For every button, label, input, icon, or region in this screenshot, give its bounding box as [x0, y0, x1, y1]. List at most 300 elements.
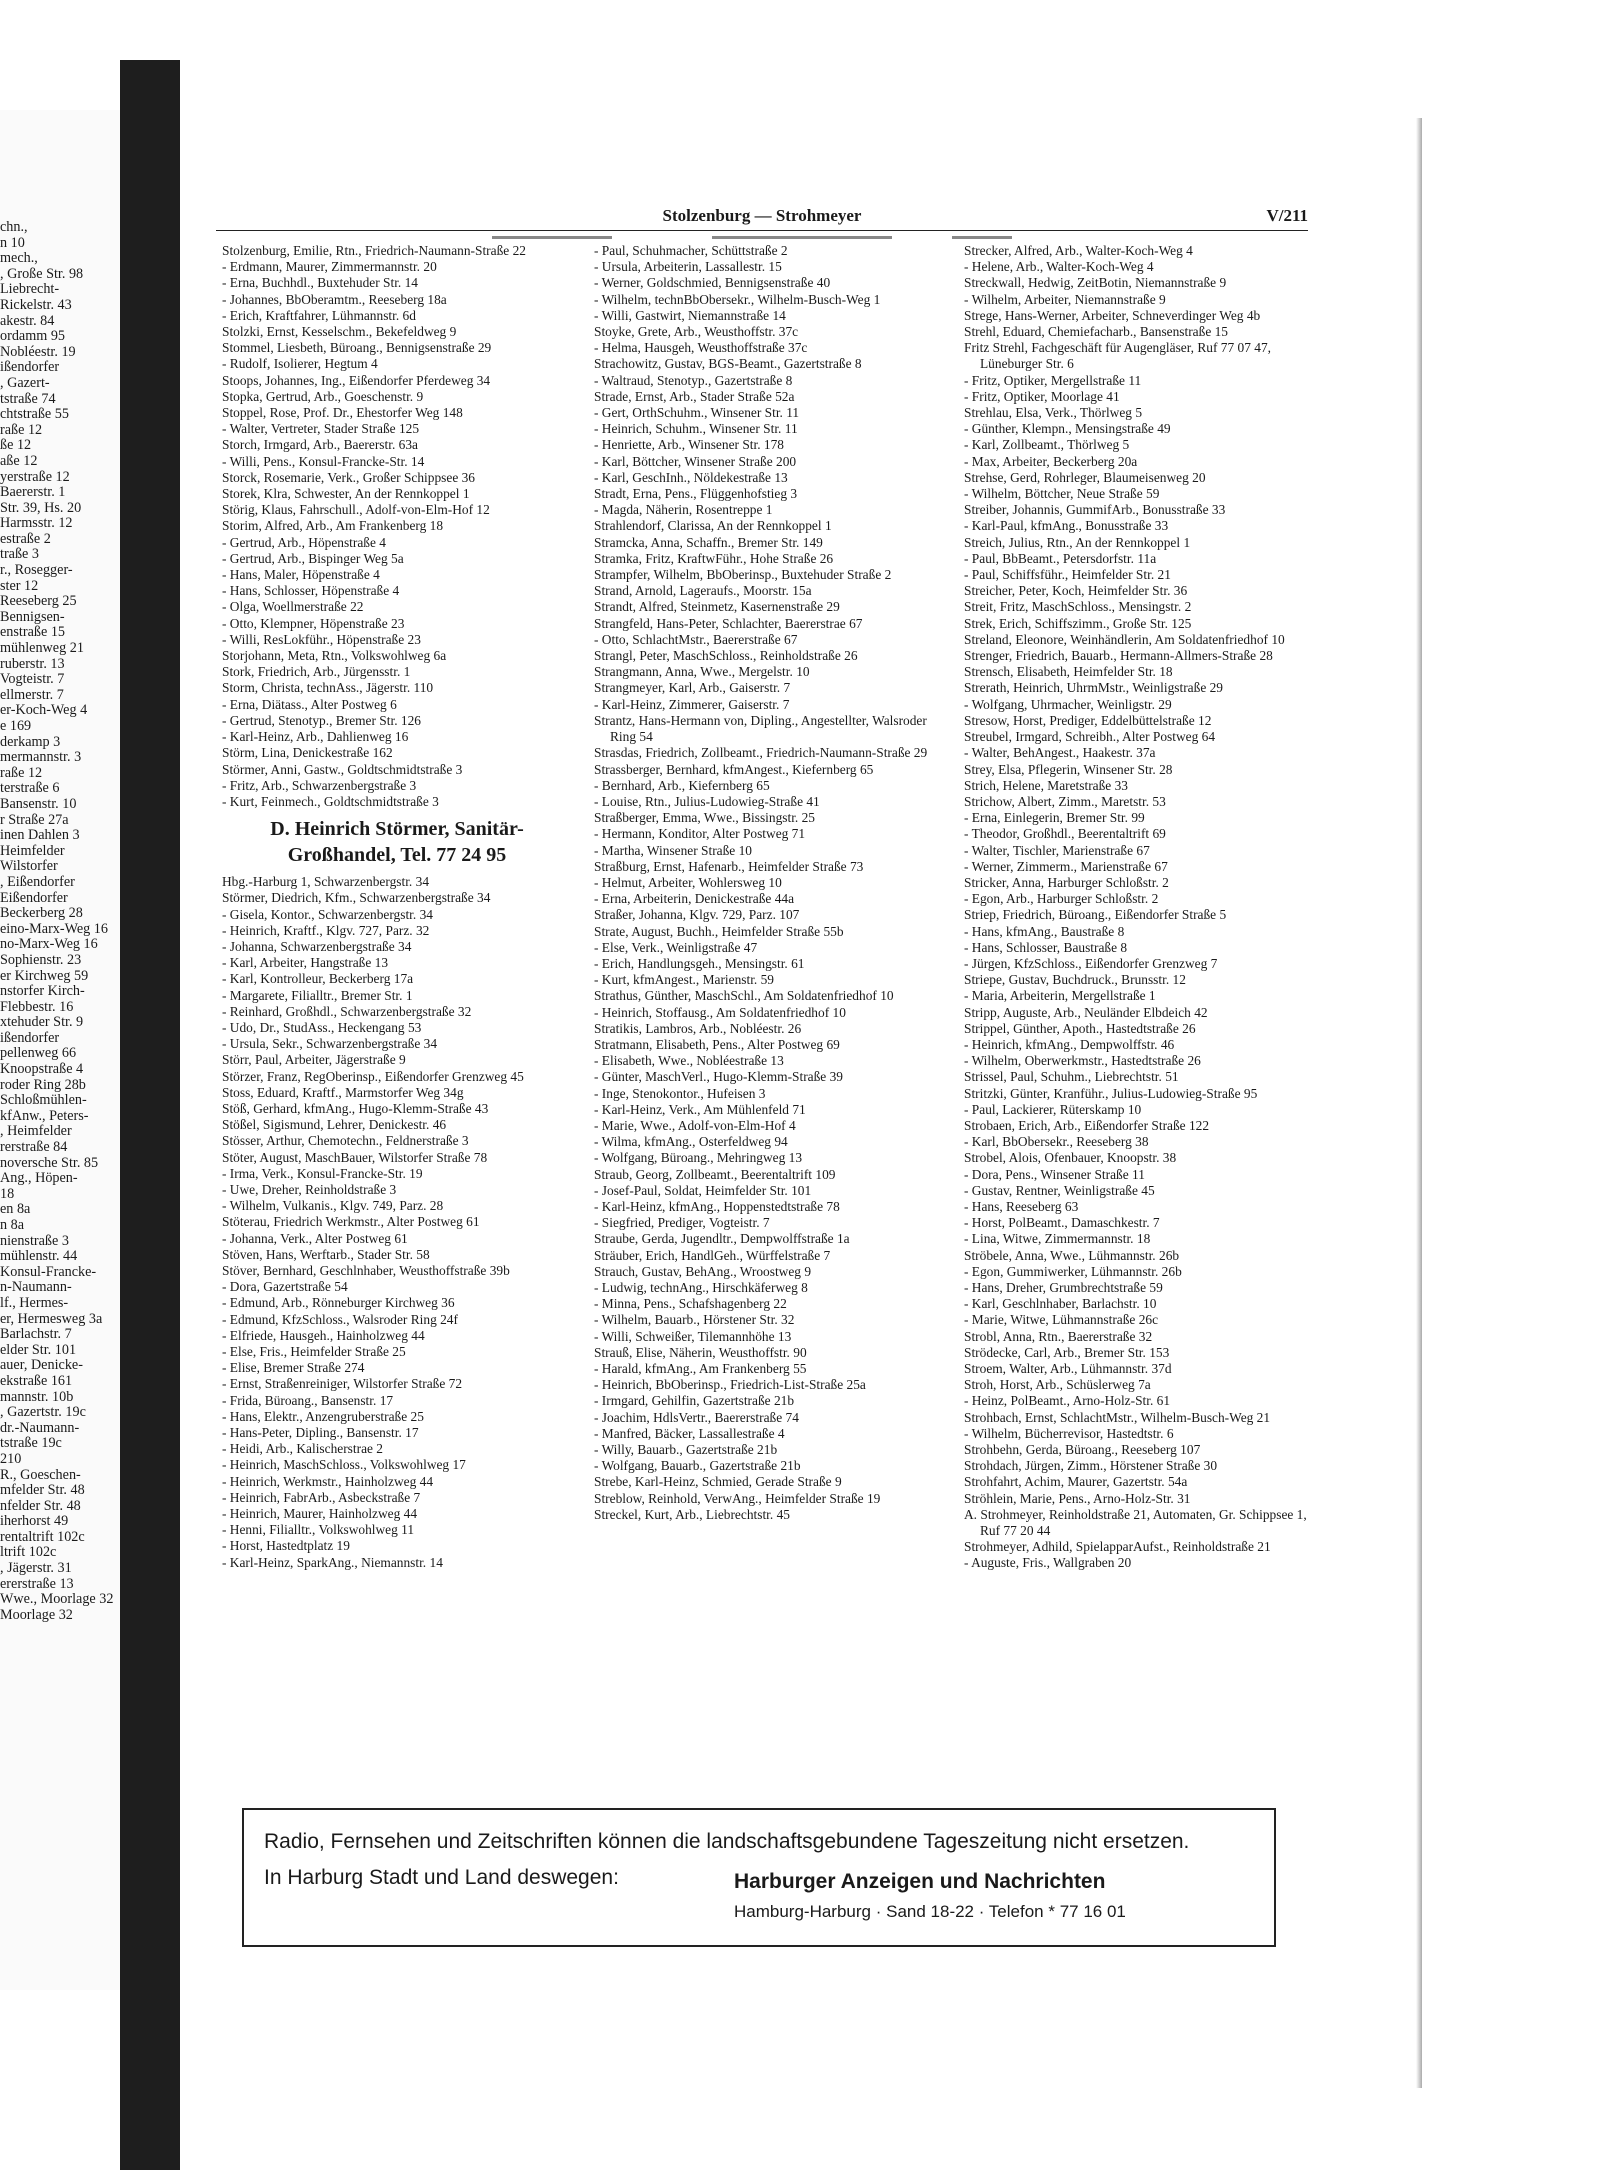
directory-entry: Strehlau, Elsa, Verk., Thörlweg 5 — [964, 405, 1143, 421]
newspaper-advert — [242, 1808, 1276, 1947]
directory-entry: - Reinhard, Großhdl., Schwarzenbergstraße 32 — [222, 1003, 472, 1019]
directory-entry: Strauß, Elise, Näherin, Weusthoffstr. 90 — [594, 1344, 807, 1360]
directory-entry: Strege, Hans-Werner, Arbeiter, Schneverdinger Weg 4b — [964, 307, 1261, 323]
directory-entry: Strassberger, Bernhard, kfmAngest., Kiefernberg 65 — [594, 761, 874, 777]
directory-entry: - Lina, Witwe, Zimmermannstr. 18 — [964, 1231, 1151, 1247]
directory-entry: - Hans, Reeseberg 63 — [964, 1198, 1079, 1214]
directory-entry: lf., Hermes- — [0, 1294, 69, 1311]
directory-entry: - Elfriede, Hausgeh., Hainholzweg 44 — [222, 1327, 425, 1343]
directory-entry: , Gazertstr. 19c — [0, 1404, 86, 1421]
directory-entry: Stork, Friedrich, Arb., Jürgensstr. 1 — [222, 664, 411, 680]
directory-entry: - Helene, Arb., Walter-Koch-Weg 4 — [964, 259, 1154, 275]
directory-entry: Storck, Rosemarie, Verk., Großer Schippsee 36 — [222, 469, 476, 485]
directory-entry: - Hans, Schlosser, Baustraße 8 — [964, 939, 1128, 955]
directory-entry: - Max, Arbeiter, Beckerberg 20a — [964, 453, 1138, 469]
directory-entry: - Karl-Heinz, Zimmerer, Gaiserstr. 7 — [594, 696, 790, 712]
directory-entry: Strasdas, Friedrich, Zollbeamt., Friedrich-Naumann-Straße 29 — [594, 745, 928, 761]
directory-entry: dr.-Naumann- — [0, 1419, 80, 1436]
directory-entry: Fritz Strehl, Fachgeschäft für Augengläser, Ruf 77 07 47, Lüneburger Str. 6 — [964, 340, 1272, 372]
directory-entry: Streich, Julius, Rtn., An der Rennkoppel 1 — [964, 534, 1191, 550]
directory-entry: raße 12 — [0, 764, 43, 781]
directory-entry: Stricker, Anna, Harburger Schloßstr. 2 — [964, 874, 1169, 890]
directory-entry: - Karl-Heinz, Arb., Dahlienweg 16 — [222, 729, 409, 745]
directory-entry: - Willi, Schweißer, Tilemannhöhe 13 — [594, 1328, 792, 1344]
directory-entry: - Heinrich, FabrArb., Asbeckstraße 7 — [222, 1489, 421, 1505]
directory-entry: - Heinz, PolBeamt., Arno-Holz-Str. 61 — [964, 1393, 1171, 1409]
directory-entry: iherhorst 49 — [0, 1513, 69, 1530]
directory-entry: - Karl-Heinz, SparkAng., Niemannstr. 14 — [222, 1554, 443, 1570]
directory-entry: Stöter, August, MaschBauer, Wilstorfer Straße 78 — [222, 1149, 488, 1165]
directory-entry: - Hans, Dreher, Grumbrechtstraße 59 — [964, 1280, 1163, 1295]
directory-entry: akestr. 84 — [0, 312, 55, 329]
directory-entry: Straub, Georg, Zollbeamt., Beerentaltrift 109 — [594, 1166, 836, 1182]
directory-entry: Eißendorfer — [0, 889, 68, 906]
directory-entry: Strade, Ernst, Arb., Stader Straße 52a — [594, 388, 795, 404]
directory-entry: - Henriette, Arb., Winsener Str. 178 — [594, 437, 784, 453]
directory-entry: mühlenweg 21 — [0, 640, 84, 657]
advert-address: Hamburg-Harburg · Sand 18-22 · Telefon * 77 16 01 — [734, 1902, 1126, 1921]
directory-entry: Rickelstr. 43 — [0, 296, 72, 313]
directory-entry: - Kurt, Feinmech., Goldtschmidtstraße 3 — [222, 793, 439, 809]
directory-entry: ißendorfer — [0, 359, 60, 376]
directory-entry: - Auguste, Fris., Wallgraben 20 — [964, 1555, 1132, 1571]
directory-entry: Striep, Friedrich, Büroang., Eißendorfer Straße 5 — [964, 907, 1227, 923]
directory-entry: Strohbach, Ernst, SchlachtMstr., Wilhelm-Busch-Weg 21 — [964, 1409, 1271, 1425]
directory-entry: Strödecke, Carl, Arb., Bremer Str. 153 — [964, 1344, 1170, 1360]
directory-entry: Störzer, Franz, RegOberinsp., Eißendorfer Grenzweg 45 — [222, 1068, 524, 1084]
directory-entry: - Gisela, Kontor., Schwarzenbergstr. 34 — [222, 906, 433, 922]
directory-entry: mfelder Str. 48 — [0, 1482, 85, 1499]
directory-entry: - Kurt, kfmAngest., Marienstr. 59 — [594, 972, 775, 988]
directory-entry: - Paul, Lackierer, Rüterskamp 10 — [964, 1101, 1142, 1117]
directory-entry: - Willi, Gastwirt, Niemannstraße 14 — [594, 307, 786, 323]
directory-entry: - Fritz, Arb., Schwarzenbergstraße 3 — [222, 777, 417, 793]
directory-entry: elder Str. 101 — [0, 1341, 77, 1358]
directory-entry: - Hans, Schlosser, Höpenstraße 4 — [222, 583, 400, 599]
directory-entry: - Hans, kfmAng., Baustraße 8 — [964, 923, 1125, 939]
directory-entry: ltrift 102c — [0, 1544, 57, 1561]
directory-entry: Strich, Helene, Maretstraße 33 — [964, 777, 1128, 793]
directory-entry: - Wilhelm, Bücherrevisor, Hastedtstr. 6 — [964, 1425, 1174, 1441]
directory-entry: Strensch, Elisabeth, Heimfelder Str. 18 — [964, 664, 1173, 680]
directory-entry: Sophienstr. 23 — [0, 951, 82, 968]
directory-entry: Stommel, Liesbeth, Büroang., Bennigsenstraße 29 — [222, 340, 492, 356]
page-number: V/211 — [1266, 206, 1308, 225]
directory-entry: - Henni, Filialltr., Volkswohlweg 11 — [222, 1522, 415, 1538]
directory-entry: Storek, Klra, Schwester, An der Rennkoppel 1 — [222, 486, 470, 502]
directory-entry: , Jägerstr. 31 — [0, 1560, 72, 1577]
directory-entry: - Theodor, Großhdl., Beerentaltrift 69 — [964, 826, 1166, 842]
directory-entry: mannstr. 10b — [0, 1388, 74, 1405]
directory-entry: Heimfelder — [0, 842, 65, 859]
directory-entry: Stöver, Bernhard, Geschlnhaber, Weusthoffstraße 39b — [222, 1262, 510, 1278]
directory-entry: - Karl, Zollbeamt., Thörlweg 5 — [964, 437, 1130, 453]
directory-entry: - Erna, Arbeiterin, Denickestraße 44a — [594, 891, 795, 907]
directory-entry: Nobléestr. 19 — [0, 343, 76, 360]
directory-entry: - Dora, Pens., Winsener Straße 11 — [964, 1166, 1145, 1182]
directory-entry: - Wilhelm, Bauarb., Hörstener Str. 32 — [594, 1312, 795, 1328]
directory-entry: - Inge, Stenokontor., Hufeisen 3 — [594, 1085, 766, 1101]
directory-entry: Striepe, Gustav, Buchdruck., Brunsstr. 12 — [964, 972, 1186, 988]
directory-entry: Strenger, Friedrich, Bauarb., Hermann-Allmers-Straße 28 — [964, 648, 1273, 664]
directory-entry: - Louise, Rtn., Julius-Ludowieg-Straße 41 — [594, 793, 820, 809]
directory-entry: - Elisabeth, Wwe., Nobléestraße 13 — [594, 1053, 784, 1069]
directory-entry: ißendorfer — [0, 1029, 60, 1046]
directory-entry: nienstraße 3 — [0, 1232, 69, 1249]
directory-entry: Strangmann, Anna, Wwe., Mergelstr. 10 — [594, 664, 810, 680]
directory-entry: - Olga, Woellmerstraße 22 — [222, 599, 364, 615]
directory-entry: - Otto, Klempner, Höpenstraße 23 — [222, 615, 405, 631]
directory-entry: Strohdach, Jürgen, Zimm., Hörstener Straße 30 — [964, 1458, 1218, 1474]
directory-entry: ster 12 — [0, 577, 39, 594]
directory-entry: - Josef-Paul, Soldat, Heimfelder Str. 101 — [594, 1182, 812, 1198]
directory-entry: - Willi, ResLokführ., Höpenstraße 23 — [222, 631, 421, 647]
directory-entry: er Kirchweg 59 — [0, 967, 89, 984]
directory-entry: Konsul-Francke- — [0, 1263, 97, 1280]
directory-entry: Streckel, Kurt, Arb., Liebrechtstr. 45 — [594, 1506, 790, 1522]
directory-entry: - Johannes, BbOberamtm., Reeseberg 18a — [222, 291, 447, 307]
directory-entry: - Waltraud, Stenotyp., Gazertstraße 8 — [594, 372, 793, 388]
directory-entry: Liebrecht- — [0, 281, 60, 298]
directory-entry: rerstraße 84 — [0, 1139, 68, 1156]
directory-entry: Stroem, Walter, Arb., Lühmannstr. 37d — [964, 1361, 1172, 1377]
directory-entry: n 10 — [0, 234, 25, 251]
directory-entry: Stöterau, Friedrich Werkmstr., Alter Postweg 61 — [222, 1214, 480, 1230]
directory-entry: - Heinrich, Schuhm., Winsener Str. 11 — [594, 421, 798, 437]
directory-entry: - Gertrud, Arb., Höpenstraße 4 — [222, 534, 386, 550]
directory-entry: Ang., Höpen- — [0, 1170, 78, 1187]
directory-entry: - Paul, Schuhmacher, Schüttstraße 2 — [594, 243, 788, 258]
directory-entry: - Günter, MaschVerl., Hugo-Klemm-Straße 39 — [594, 1069, 843, 1085]
directory-entry: - Wolfgang, Büroang., Mehringweg 13 — [594, 1150, 803, 1166]
directory-entry: - Hans, Elektr., Anzengruberstraße 25 — [222, 1408, 424, 1424]
directory-entry: - Ludwig, technAng., Hirschkäferweg 8 — [594, 1280, 808, 1295]
directory-entry: Strebe, Karl-Heinz, Schmied, Gerade Straße 9 — [594, 1474, 842, 1490]
scan-mark — [712, 236, 892, 239]
directory-entry: Streit, Fritz, MaschSchloss., Mensingstr. 2 — [964, 599, 1192, 615]
column-1-entries — [222, 243, 572, 810]
directory-entry: - Horst, Hastedtplatz 19 — [222, 1538, 350, 1554]
directory-entry: - Erdmann, Maurer, Zimmermannstr. 20 — [222, 259, 437, 275]
directory-entry: - Otto, SchlachtMstr., Baererstraße 67 — [594, 631, 798, 647]
directory-entry: , Gazert- — [0, 374, 50, 391]
directory-entry: - Heinrich, Werkmstr., Hainholzweg 44 — [222, 1473, 434, 1489]
directory-entry: Störmer, Anni, Gastw., Goldtschmidtstraße 3 — [222, 761, 463, 777]
directory-entry: - Helma, Hausgeh, Weusthoffstraße 37c — [594, 340, 808, 356]
column-2-entries — [594, 243, 944, 1523]
directory-entry: Strathus, Günther, MaschSchl., Am Soldatenfriedhof 10 — [594, 988, 894, 1004]
directory-entry: Straßburg, Ernst, Hafenarb., Heimfelder Straße 73 — [594, 858, 864, 874]
directory-entry: nfelder Str. 48 — [0, 1497, 81, 1514]
directory-entry: derkamp 3 — [0, 733, 61, 750]
directory-entry: mermannstr. 3 — [0, 749, 82, 766]
directory-entry: - Dora, Gazertstraße 54 — [222, 1279, 348, 1295]
directory-entry: - Hans-Peter, Dipling., Bansenstr. 17 — [222, 1425, 419, 1441]
directory-entry: - Walter, BehAngest., Haakestr. 37a — [964, 745, 1156, 761]
directory-entry: - Rudolf, Isolierer, Hegtum 4 — [222, 356, 378, 372]
directory-entry: - Helmut, Arbeiter, Wohlersweg 10 — [594, 874, 782, 890]
advert-line1: D. Heinrich Störmer, Sanitär- — [270, 818, 524, 841]
directory-entry: Bennigsen- — [0, 608, 65, 625]
directory-entry: - Karl-Heinz, Verk., Am Mühlenfeld 71 — [594, 1101, 806, 1117]
directory-entry: - Uwe, Dreher, Reinholdstraße 3 — [222, 1181, 397, 1197]
directory-entry: - Johanna, Verk., Alter Postweg 61 — [222, 1230, 408, 1246]
advert-newspaper-name: Harburger Anzeigen und Nachrichten — [734, 1870, 1106, 1893]
directory-entry: - Gertrud, Stenotyp., Bremer Str. 126 — [222, 712, 421, 728]
directory-entry: Strippel, Günther, Apoth., Hastedtstraße 26 — [964, 1020, 1196, 1036]
directory-entry: - Fritz, Optiker, Moorlage 41 — [964, 388, 1120, 404]
directory-entry: Beckerberg 28 — [0, 905, 83, 922]
directory-entry: - Harald, kfmAng., Am Frankenberg 55 — [594, 1361, 807, 1377]
directory-entry: ekstraße 161 — [0, 1372, 73, 1389]
directory-entry: enstraße 15 — [0, 624, 66, 641]
directory-entry: - Heidi, Arb., Kalischerstrae 2 — [222, 1441, 384, 1457]
directory-entry: - Gustav, Rentner, Weinligstraße 45 — [964, 1182, 1155, 1198]
directory-entry: Storch, Irmgard, Arb., Baererstr. 63a — [222, 437, 418, 453]
directory-entry: raße 12 — [0, 421, 43, 438]
directory-entry: - Irmgard, Gehilfin, Gazertstraße 21b — [594, 1393, 795, 1409]
directory-entry: Strate, August, Buchh., Heimfelder Straße 55b — [594, 923, 844, 939]
directory-entry: Strek, Erich, Schiffszimm., Große Str. 125 — [964, 615, 1192, 631]
directory-entry: - Ursula, Arbeiterin, Lassallestr. 15 — [594, 259, 782, 275]
directory-entry: - Wilhelm, technBbObersekr., Wilhelm-Busch-Weg 1 — [594, 291, 881, 307]
directory-entry: - Ursula, Sekr., Schwarzenbergstraße 34 — [222, 1036, 438, 1052]
directory-entry: Stopka, Gertrud, Arb., Goeschenstr. 9 — [222, 388, 424, 404]
directory-entry: - Erich, Kraftfahrer, Lühmannstr. 6d — [222, 307, 416, 323]
directory-entry: Knoopstraße 4 — [0, 1061, 84, 1078]
directory-entry: Stösser, Arthur, Chemotechn., Feldnerstraße 3 — [222, 1133, 469, 1149]
directory-entry: - Minna, Pens., Schafshagenberg 22 — [594, 1296, 787, 1312]
directory-entry: - Paul, Schiffsführ., Heimfelder Str. 21 — [964, 567, 1171, 583]
directory-entry: nstorfer Kirch- — [0, 983, 85, 1000]
directory-entry: Stroh, Horst, Arb., Schüslerweg 7a — [964, 1377, 1151, 1393]
directory-entry: , Heimfelder — [0, 1123, 72, 1140]
directory-entry: n 8a — [0, 1217, 25, 1233]
directory-entry: - Marie, Witwe, Lühmannstraße 26c — [964, 1312, 1159, 1328]
directory-entry: er-Koch-Weg 4 — [0, 702, 88, 719]
directory-entry: Stresow, Horst, Prediger, Eddelbüttelstraße 12 — [964, 712, 1212, 728]
directory-entry: Stoss, Eduard, Kraftf., Marmstorfer Weg 34g — [222, 1084, 464, 1100]
directory-entry: - Karl, Geschlnhaber, Barlachstr. 10 — [964, 1296, 1157, 1312]
directory-entry: - Else, Fris., Heimfelder Straße 25 — [222, 1344, 406, 1359]
directory-entry: estraße 2 — [0, 530, 51, 547]
directory-entry: - Erna, Einlegerin, Bremer Str. 99 — [964, 810, 1145, 826]
directory-entry: Stöß, Gerhard, kfmAng., Hugo-Klemm-Straße 43 — [222, 1100, 489, 1116]
page-title: Stolzenburg — Strohmeyer — [662, 206, 862, 225]
directory-entry: - Hans, Maler, Höpenstraße 4 — [222, 567, 380, 583]
directory-entry: Stößel, Sigismund, Lehrer, Denickestr. 46 — [222, 1117, 447, 1133]
directory-entry: Stöven, Hans, Werftarb., Stader Str. 58 — [222, 1246, 430, 1262]
directory-entry: - Siegfried, Prediger, Vogteistr. 7 — [594, 1215, 770, 1231]
directory-entry: - Wolfgang, Uhrmacher, Weinligstr. 29 — [964, 696, 1172, 712]
directory-entry: Stoops, Johannes, Ing., Eißendorfer Pferdeweg 34 — [222, 372, 491, 388]
directory-entry: Strichow, Albert, Zimm., Maretstr. 53 — [964, 793, 1166, 809]
directory-entry: Strerath, Heinrich, UhrmMstr., Weinligstraße 29 — [964, 680, 1223, 696]
directory-entry: - Jürgen, KfzSchloss., Eißendorfer Grenzweg 7 — [964, 955, 1218, 971]
directory-entry: - Elise, Bremer Straße 274 — [222, 1360, 365, 1376]
directory-entry: Streicher, Peter, Koch, Heimfelder Str. 36 — [964, 583, 1188, 599]
directory-entry: Strohfahrt, Achim, Maurer, Gazertstr. 54a — [964, 1474, 1188, 1490]
directory-entry: terstraße 6 — [0, 780, 60, 797]
directory-entry: - Heinrich, Kraftf., Klgv. 727, Parz. 32 — [222, 922, 430, 938]
directory-entry: Stolzki, Ernst, Kesselschm., Bekefeldweg 9 — [222, 324, 457, 340]
column-1 — [222, 243, 572, 1571]
directory-entry: Störmer, Diedrich, Kfm., Schwarzenbergstraße 34 — [222, 890, 491, 906]
page-header — [216, 196, 1308, 231]
directory-entry: r Straße 27a — [0, 811, 69, 828]
directory-entry: - Bernhard, Arb., Kiefernberg 65 — [594, 777, 770, 793]
directory-entry: Vogteistr. 7 — [0, 671, 65, 688]
directory-entry: - Heinrich, BbOberinsp., Friedrich-List-Straße 25a — [594, 1377, 866, 1393]
directory-entry: Streblow, Reinhold, VerwAng., Heimfelder Straße 19 — [594, 1490, 881, 1506]
directory-entry: - Ernst, Straßenreiniger, Wilstorfer Straße 72 — [222, 1376, 463, 1392]
directory-entry: - Willy, Bauarb., Gazertstraße 21b — [594, 1442, 778, 1458]
directory-entry: Strangl, Peter, MaschSchloss., Reinholdstraße 26 — [594, 648, 858, 664]
directory-entry: auer, Denicke- — [0, 1357, 83, 1374]
directory-entry: Ströbele, Anna, Wwe., Lühmannstr. 26b — [964, 1247, 1180, 1263]
directory-entry: - Willi, Pens., Konsul-Francke-Str. 14 — [222, 453, 425, 469]
directory-entry: - Udo, Dr., StudAss., Heckengang 53 — [222, 1019, 422, 1035]
directory-entry: n-Naumann- — [0, 1279, 72, 1296]
directory-entry: yerstraße 12 — [0, 468, 70, 485]
directory-entry: Sträuber, Erich, HandlGeh., Würffelstraße 7 — [594, 1247, 831, 1263]
directory-entry: inen Dahlen 3 — [0, 827, 80, 844]
directory-entry: Strohbehn, Gerda, Büroang., Reeseberg 107 — [964, 1442, 1201, 1458]
directory-entry: Stramcka, Anna, Schaffn., Bremer Str. 149 — [594, 534, 823, 550]
directory-entry: - Martha, Winsener Straße 10 — [594, 842, 752, 858]
directory-entry: - Wilhelm, Arbeiter, Niemannstraße 9 — [964, 291, 1166, 307]
directory-entry: - Erna, Diätass., Alter Postweg 6 — [222, 696, 397, 712]
directory-entry: Strandt, Alfred, Steinmetz, Kasernenstraße 29 — [594, 599, 840, 615]
directory-entry: traße 3 — [0, 546, 39, 563]
directory-entry: Stramka, Fritz, KraftwFühr., Hohe Straße 26 — [594, 550, 834, 566]
book-binding — [120, 60, 180, 2170]
scan-mark — [492, 236, 612, 239]
directory-entry: Wwe., Moorlage 32 — [0, 1591, 114, 1608]
directory-entry: ererstraße 13 — [0, 1575, 74, 1592]
directory-entry: - Paul, BbBeamt., Petersdorfstr. 11a — [964, 550, 1157, 566]
directory-entry: Strand, Arnold, Lageraufs., Moorstr. 15a — [594, 583, 812, 599]
directory-entry: Stratmann, Elisabeth, Pens., Alter Postweg 69 — [594, 1036, 840, 1052]
directory-entry: no-Marx-Weg 16 — [0, 936, 98, 953]
directory-entry: ellmerstr. 7 — [0, 686, 64, 703]
directory-entry: Streckwall, Hedwig, ZeitBotin, Niemannstraße 9 — [964, 275, 1227, 291]
directory-entry: Streiber, Johannis, GummifArb., Bonusstraße 33 — [964, 502, 1226, 518]
directory-entry: Str. 39, Hs. 20 — [0, 499, 82, 516]
directory-entry: Barlachstr. 7 — [0, 1326, 72, 1343]
directory-entry: - Edmund, Arb., Rönneburger Kirchweg 36 — [222, 1295, 455, 1311]
directory-entry: Stradt, Erna, Pens., Flüggenhofstieg 3 — [594, 486, 798, 502]
directory-entry: kfAnw., Peters- — [0, 1107, 89, 1124]
directory-entry: - Heinrich, Maurer, Hainholzweg 44 — [222, 1506, 418, 1522]
directory-entry: Straßer, Johanna, Klgv. 729, Parz. 107 — [594, 907, 800, 923]
column-1b-entries — [222, 874, 572, 1571]
directory-entry: - Gert, OrthSchuhm., Winsener Str. 11 — [594, 405, 800, 421]
directory-entry: Strissel, Paul, Schuhm., Liebrechtstr. 51 — [964, 1069, 1179, 1085]
directory-entry: - Heinrich, Stoffausg., Am Soldatenfriedhof 10 — [594, 1004, 846, 1020]
directory-entry: Strobaen, Erich, Arb., Eißendorfer Straße 122 — [964, 1117, 1210, 1133]
advert-text-line2: In Harburg Stadt und Land deswegen: — [264, 1866, 619, 1889]
directory-entry: Strohmeyer, Adhild, SpielapparAufst., Reinholdstraße 21 — [964, 1539, 1271, 1555]
directory-entry: Strey, Elsa, Pflegerin, Winsener Str. 28 — [964, 761, 1173, 777]
directory-entry: Strobl, Anna, Rtn., Baererstraße 32 — [964, 1328, 1153, 1344]
directory-entry: - Karl, GeschInh., Nöldekestraße 13 — [594, 469, 788, 485]
advert-stoermer — [222, 810, 572, 874]
directory-entry: Strehl, Eduard, Chemiefacharb., Bansenstraße 15 — [964, 324, 1229, 340]
directory-entry: noversche Str. 85 — [0, 1154, 99, 1171]
directory-entry: Flebbestr. 16 — [0, 998, 74, 1015]
directory-entry: aße 12 — [0, 452, 38, 469]
directory-entry: - Magda, Näherin, Rosentreppe 1 — [594, 502, 773, 518]
directory-entry: - Egon, Arb., Harburger Schloßstr. 2 — [964, 891, 1159, 907]
directory-entry: - Edmund, KfzSchloss., Walsroder Ring 24f — [222, 1311, 458, 1327]
directory-entry: eino-Marx-Weg 16 — [0, 920, 108, 937]
directory-entry: - Wilma, kfmAng., Osterfeldweg 94 — [594, 1134, 788, 1150]
directory-entry: - Walter, Vertreter, Stader Straße 125 — [222, 421, 420, 437]
directory-entry: - Erna, Buchhdl., Buxtehuder Str. 14 — [222, 275, 418, 291]
directory-entry: e 169 — [0, 718, 32, 734]
directory-entry: Moorlage 32 — [0, 1606, 73, 1623]
directory-entry: mühlenstr. 44 — [0, 1248, 78, 1265]
directory-entry: Strangfeld, Hans-Peter, Schlachter, Baererstrae 67 — [594, 615, 863, 631]
directory-entry: - Wilhelm, Oberwerkmstr., Hastedtstraße 26 — [964, 1053, 1201, 1069]
directory-entry: - Irma, Verk., Konsul-Francke-Str. 19 — [222, 1165, 423, 1181]
directory-entry: A. Strohmeyer, Reinholdstraße 21, Automaten, Gr. Schippsee 1, Ruf 77 20 44 — [964, 1506, 1307, 1539]
directory-entry: roder Ring 28b — [0, 1076, 86, 1093]
directory-entry: Streland, Eleonore, Weinhändlerin, Am Soldatenfriedhof 10 — [964, 631, 1285, 647]
directory-entry: 210 — [0, 1450, 22, 1467]
directory-entry: ruberstr. 13 — [0, 655, 65, 672]
directory-entry: Störr, Paul, Arbeiter, Jägerstraße 9 — [222, 1052, 406, 1068]
directory-entry: - Manfred, Bäcker, Lassallestraße 4 — [594, 1425, 785, 1441]
directory-entry: er, Hermesweg 3a — [0, 1310, 103, 1327]
directory-entry: - Wolfgang, Bauarb., Gazertstraße 21b — [594, 1458, 801, 1474]
directory-entry: Strachowitz, Gustav, BGS-Beamt., Gazertstraße 8 — [594, 356, 862, 372]
directory-entry: Streubel, Irmgard, Schreibh., Alter Postweg 64 — [964, 729, 1216, 745]
directory-entry: - Marie, Wwe., Adolf-von-Elm-Hof 4 — [594, 1117, 796, 1133]
scan-mark — [952, 236, 1012, 239]
directory-entry: Stoyke, Grete, Arb., Weusthoffstr. 37c — [594, 324, 799, 340]
directory-entry: Straube, Gerda, Jugendltr., Dempwolffstraße 1a — [594, 1231, 850, 1247]
directory-entry: Strampfer, Wilhelm, BbOberinsp., Buxtehuder Straße 2 — [594, 567, 892, 583]
directory-entry: - Wilhelm, Vulkanis., Klgv. 749, Parz. 28 — [222, 1198, 444, 1214]
column-2 — [594, 243, 944, 1523]
directory-entry: Strahlendorf, Clarissa, An der Rennkoppel 1 — [594, 518, 832, 534]
directory-entry: Stoppel, Rose, Prof. Dr., Ehestorfer Weg 148 — [222, 405, 463, 421]
directory-entry: Strehse, Gerd, Rohrleger, Blaumeisenweg 20 — [964, 469, 1206, 485]
directory-entry: Stritzki, Günter, Kranführ., Julius-Ludowieg-Straße 95 — [964, 1085, 1258, 1101]
directory-entry: - Fritz, Optiker, Mergellstraße 11 — [964, 372, 1142, 388]
directory-entry: - Karl, Böttcher, Winsener Straße 200 — [594, 453, 797, 469]
column-3-entries — [964, 243, 1314, 1572]
advert-line2: Großhandel, Tel. 77 24 95 — [287, 844, 507, 867]
column-3 — [964, 243, 1314, 1572]
page-edge — [1416, 118, 1422, 2088]
directory-entry: - Egon, Gummiwerker, Lühmannstr. 26b — [964, 1263, 1182, 1279]
directory-entry: Strobel, Alois, Ofenbauer, Knoopstr. 38 — [964, 1150, 1177, 1166]
directory-entry: - Hermann, Konditor, Alter Postweg 71 — [594, 826, 806, 842]
directory-entry: - Günther, Klempn., Mensingstraße 49 — [964, 421, 1171, 437]
directory-entry: - Johanna, Schwarzenbergstraße 34 — [222, 938, 412, 954]
directory-entry: Strauch, Gustav, BehAng., Wroostweg 9 — [594, 1263, 812, 1279]
directory-entry: - Karl, Arbeiter, Hangstraße 13 — [222, 955, 389, 971]
directory-entry: tstraße 74 — [0, 390, 56, 407]
directory-entry: rentaltrift 102c — [0, 1528, 85, 1545]
directory-entry: Straßberger, Emma, Wwe., Bissingstr. 25 — [594, 810, 816, 826]
directory-entry: Ströhlein, Marie, Pens., Arno-Holz-Str. 31 — [964, 1490, 1191, 1506]
directory-entry: - Karl-Paul, kfmAng., Bonusstraße 33 — [964, 518, 1169, 534]
directory-entry: tstraße 19c — [0, 1435, 62, 1452]
